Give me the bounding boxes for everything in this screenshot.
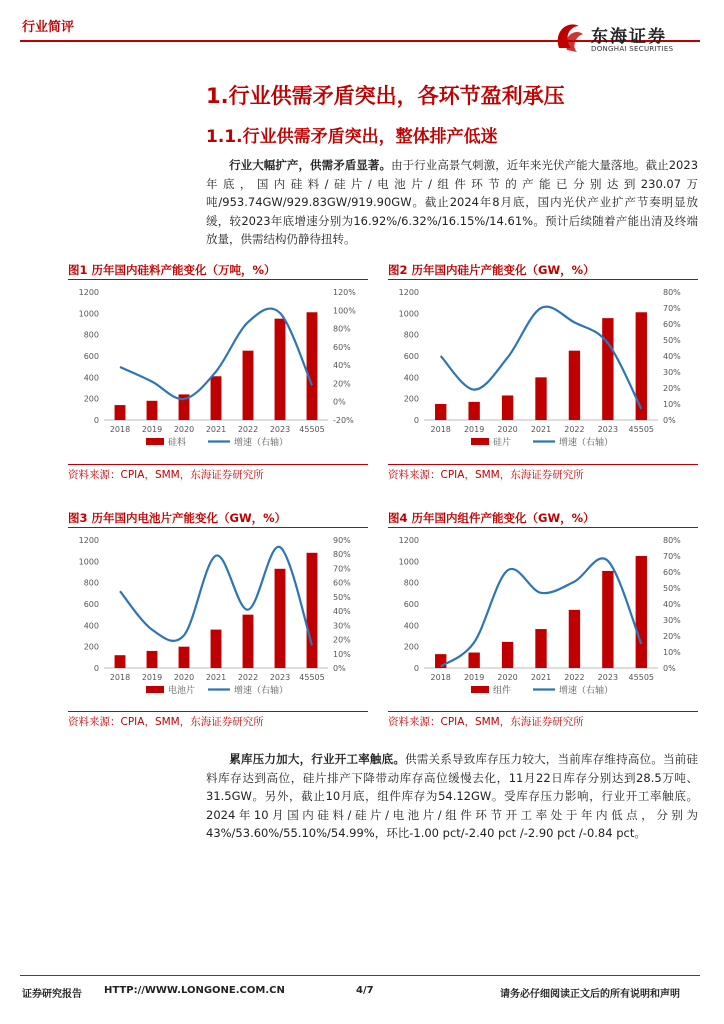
bar bbox=[636, 556, 647, 668]
figure-1-source: 资料来源：CPIA，SMM，东海证券研究所 bbox=[68, 469, 264, 481]
bar bbox=[211, 630, 222, 668]
y2-tick-label: 30% bbox=[663, 368, 681, 377]
figure-3-source: 资料来源：CPIA，SMM，东海证券研究所 bbox=[68, 716, 264, 728]
bar bbox=[115, 405, 126, 420]
x-tick-label: 2020 bbox=[497, 425, 518, 434]
y2-tick-label: 80% bbox=[663, 536, 681, 545]
bar bbox=[435, 404, 446, 420]
y2-tick-label: 70% bbox=[333, 564, 351, 574]
logo-text-cn: 东海证券 bbox=[591, 27, 667, 47]
x-tick-label: 45505 bbox=[628, 425, 655, 434]
legend-bar-swatch bbox=[471, 438, 489, 445]
legend-line-label: 增速（右轴） bbox=[559, 438, 614, 448]
y2-tick-label: 10% bbox=[663, 648, 681, 657]
x-tick-label: 2018 bbox=[109, 673, 131, 682]
legend-bar-swatch bbox=[471, 686, 489, 693]
x-tick-label: 2023 bbox=[269, 673, 291, 682]
x-tick-label: 2019 bbox=[463, 673, 485, 682]
y2-tick-label: 100% bbox=[333, 306, 356, 316]
y2-tick-label: 70% bbox=[663, 552, 681, 561]
y2-tick-label: 0% bbox=[333, 397, 346, 407]
x-tick-label: 2021 bbox=[530, 673, 552, 682]
bar bbox=[602, 318, 613, 420]
legend-bar-swatch bbox=[146, 686, 164, 693]
bar bbox=[243, 615, 254, 668]
legend-bar-label: 电池片 bbox=[168, 686, 196, 696]
bar bbox=[636, 312, 647, 420]
y2-tick-label: 50% bbox=[663, 584, 681, 593]
y-tick-label: 1200 bbox=[398, 288, 419, 297]
y2-tick-label: 0% bbox=[333, 664, 346, 673]
y2-tick-label: 60% bbox=[663, 568, 681, 577]
logo-text-en: DONGHAI SECURITIES bbox=[591, 45, 674, 53]
y2-tick-label: 50% bbox=[663, 336, 681, 345]
x-tick-label: 2021 bbox=[205, 425, 227, 434]
donghai-logo bbox=[553, 18, 703, 58]
y-tick-label: 1000 bbox=[78, 557, 99, 567]
figure-2-source-rule bbox=[388, 464, 698, 465]
y2-tick-label: 20% bbox=[333, 379, 351, 389]
footer-disclaimer: 请务必仔细阅读正文后的所有说明和声明 bbox=[500, 989, 680, 1000]
x-tick-label: 45505 bbox=[299, 673, 325, 682]
y2-tick-label: 10% bbox=[663, 400, 681, 409]
x-tick-label: 2022 bbox=[564, 673, 585, 682]
y2-tick-label: 60% bbox=[333, 342, 351, 352]
y-tick-label: 200 bbox=[83, 394, 99, 404]
y-tick-label: 1200 bbox=[78, 288, 99, 297]
x-tick-label: 2022 bbox=[237, 425, 259, 434]
figure-2-title: 图2 历年国内硅片产能变化（GW，%） bbox=[388, 263, 595, 277]
bar bbox=[307, 312, 318, 420]
figure-3-title: 图3 历年国内电池片产能变化（GW，%） bbox=[68, 511, 287, 525]
figure-2-chart bbox=[388, 282, 698, 462]
y2-tick-label: 80% bbox=[333, 550, 351, 560]
y2-tick-label: 120% bbox=[333, 288, 356, 297]
y2-tick-label: 0% bbox=[663, 664, 676, 673]
figure-1-rule bbox=[68, 279, 368, 280]
legend-bar-swatch bbox=[146, 438, 164, 445]
paragraph-2-body: 供需关系导致库存压力较大，当前库存维持高位。当前硅料库存达到高位，硅片排产下降带动库存高位缓慢去化，11月22日库存分别达到28.5万吨、31.5GW。另外，截止10月底，组件库存为54.12GW。受库存压力影响，行业开工率触底。2024年10月国内硅料/硅片/电池片/组件环节开工率处于年内低点，分别为43%/53.60%/55.10%/54.99%，环比-1.00 pct/-2.40 pct /-2.90 pct /-0.84 pct。 bbox=[206, 752, 699, 840]
y-tick-label: 400 bbox=[403, 373, 419, 383]
y2-tick-label: 40% bbox=[333, 607, 351, 617]
y-tick-label: 200 bbox=[403, 642, 419, 652]
y2-tick-label: 40% bbox=[663, 352, 681, 361]
y2-tick-label: 40% bbox=[663, 600, 681, 609]
bar bbox=[147, 401, 158, 420]
figure-4-chart bbox=[388, 530, 698, 710]
x-tick-label: 2020 bbox=[173, 425, 195, 434]
legend-bar-label: 组件 bbox=[493, 686, 512, 696]
paragraph-1-body: 由于行业高景气刺激，近年来光伏产能大量落地。截止2023年底，国内硅料/硅片/电池片/组件环节的产能已分别达到230.07万吨/953.74GW/929.83GW/919.90GW。截止2024年8月底，国内光伏产业扩产节奏明显放缓，较2023年底增速分别为16.92%/6.32%/16.15%/14.61%。预计后续随着产能出清及终端放量，供需结构仍静待扭转。 bbox=[206, 158, 699, 246]
legend-line-label: 增速（右轴） bbox=[234, 686, 289, 696]
x-tick-label: 2020 bbox=[173, 673, 195, 682]
y2-tick-label: 90% bbox=[333, 536, 351, 545]
y2-tick-label: 0% bbox=[663, 416, 676, 425]
bar bbox=[211, 376, 222, 420]
subsection-heading: 1.1.行业供需矛盾突出，整体排产低迷 bbox=[206, 127, 498, 147]
y2-tick-label: -20% bbox=[333, 416, 354, 425]
footer-report-type: 证券研究报告 bbox=[22, 989, 82, 1000]
x-tick-label: 2018 bbox=[109, 425, 131, 434]
bar bbox=[502, 642, 513, 668]
x-tick-label: 2019 bbox=[141, 425, 163, 434]
y-tick-label: 600 bbox=[403, 600, 419, 609]
footer-rule bbox=[20, 975, 700, 976]
bar bbox=[468, 653, 479, 668]
paragraph-1 bbox=[206, 156, 698, 249]
y2-tick-label: 50% bbox=[333, 592, 351, 602]
y2-tick-label: 40% bbox=[333, 361, 351, 371]
y2-tick-label: 60% bbox=[333, 578, 351, 588]
paragraph-1-lead: 行业大幅扩产，供需矛盾显著。 bbox=[229, 158, 392, 172]
y-tick-label: 1000 bbox=[398, 557, 419, 567]
y-tick-label: 0 bbox=[93, 416, 99, 425]
bar bbox=[307, 553, 318, 668]
y2-tick-label: 10% bbox=[333, 649, 351, 659]
y-tick-label: 1000 bbox=[78, 309, 99, 319]
y-tick-label: 800 bbox=[83, 578, 99, 588]
y-tick-label: 800 bbox=[403, 578, 419, 588]
figure-3-chart bbox=[68, 530, 368, 710]
x-tick-label: 2019 bbox=[463, 425, 485, 434]
y-tick-label: 1200 bbox=[78, 536, 99, 545]
x-tick-label: 45505 bbox=[628, 673, 655, 682]
x-tick-label: 2021 bbox=[205, 673, 227, 682]
x-tick-label: 2023 bbox=[597, 425, 619, 434]
y-tick-label: 600 bbox=[403, 352, 419, 361]
y-tick-label: 400 bbox=[83, 621, 99, 631]
bar bbox=[147, 651, 158, 668]
legend-line-label: 增速（右轴） bbox=[234, 438, 289, 448]
paragraph-2 bbox=[206, 750, 698, 843]
legend-bar-label: 硅片 bbox=[493, 438, 512, 448]
legend-line-label: 增速（右轴） bbox=[559, 686, 614, 696]
section-label: 行业简评 bbox=[22, 20, 75, 35]
x-tick-label: 2019 bbox=[141, 673, 163, 682]
bar bbox=[602, 571, 613, 668]
y-tick-label: 0 bbox=[93, 664, 99, 673]
y-tick-label: 800 bbox=[403, 330, 419, 340]
legend-bar-label: 硅料 bbox=[168, 438, 187, 448]
figure-1-title: 图1 历年国内硅料产能变化（万吨，%） bbox=[68, 263, 276, 277]
logo-icon bbox=[553, 18, 587, 54]
y2-tick-label: 30% bbox=[333, 621, 351, 631]
y-tick-label: 400 bbox=[83, 373, 99, 383]
x-tick-label: 2022 bbox=[564, 425, 585, 434]
y2-tick-label: 20% bbox=[333, 635, 351, 645]
figure-2-source: 资料来源：CPIA，SMM，东海证券研究所 bbox=[388, 469, 584, 481]
x-tick-label: 45505 bbox=[299, 425, 325, 434]
y-tick-label: 400 bbox=[403, 621, 419, 631]
y-tick-label: 800 bbox=[83, 330, 99, 340]
footer-url[interactable]: HTTP://WWW.LONGONE.COM.CN bbox=[104, 985, 285, 996]
bar bbox=[179, 647, 190, 668]
y2-tick-label: 20% bbox=[663, 384, 681, 393]
x-tick-label: 2018 bbox=[430, 673, 451, 682]
bar bbox=[502, 395, 513, 420]
bar bbox=[468, 402, 479, 420]
y-tick-label: 600 bbox=[83, 352, 99, 361]
x-tick-label: 2022 bbox=[237, 673, 259, 682]
figure-4-rule bbox=[388, 527, 698, 528]
figure-4-source: 资料来源：CPIA，SMM，东海证券研究所 bbox=[388, 716, 584, 728]
figure-3-rule bbox=[68, 527, 368, 528]
y2-tick-label: 20% bbox=[663, 632, 681, 641]
bar bbox=[243, 351, 254, 420]
y2-tick-label: 60% bbox=[663, 320, 681, 329]
x-tick-label: 2020 bbox=[497, 673, 518, 682]
x-tick-label: 2023 bbox=[597, 673, 619, 682]
y2-tick-label: 30% bbox=[663, 616, 681, 625]
y-tick-label: 200 bbox=[403, 394, 419, 404]
y2-tick-label: 70% bbox=[663, 304, 681, 313]
page-number: 4/7 bbox=[356, 985, 374, 996]
y2-tick-label: 80% bbox=[663, 288, 681, 297]
figure-3-source-rule bbox=[68, 711, 368, 712]
x-tick-label: 2023 bbox=[269, 425, 291, 434]
figure-4-source-rule bbox=[388, 711, 698, 712]
bar bbox=[535, 629, 546, 668]
figure-1-source-rule bbox=[68, 464, 368, 465]
bar bbox=[115, 655, 126, 668]
section-heading: 1.行业供需矛盾突出，各环节盈利承压 bbox=[206, 84, 565, 108]
bar bbox=[535, 377, 546, 420]
y-tick-label: 0 bbox=[413, 664, 419, 673]
bar bbox=[275, 319, 286, 420]
paragraph-2-lead: 累库压力加大，行业开工率触底。 bbox=[229, 752, 406, 766]
y-tick-label: 1200 bbox=[398, 536, 419, 545]
y-tick-label: 200 bbox=[83, 642, 99, 652]
figure-4-title: 图4 历年国内组件产能变化（GW，%） bbox=[388, 511, 595, 525]
figure-2-rule bbox=[388, 279, 698, 280]
bar bbox=[569, 351, 580, 420]
x-tick-label: 2018 bbox=[430, 425, 451, 434]
y-tick-label: 600 bbox=[83, 600, 99, 609]
bar bbox=[275, 569, 286, 668]
x-tick-label: 2021 bbox=[530, 425, 552, 434]
bar bbox=[569, 610, 580, 668]
y-tick-label: 0 bbox=[413, 416, 419, 425]
figure-1-chart bbox=[68, 282, 368, 462]
y2-tick-label: 80% bbox=[333, 324, 351, 334]
y-tick-label: 1000 bbox=[398, 309, 419, 319]
